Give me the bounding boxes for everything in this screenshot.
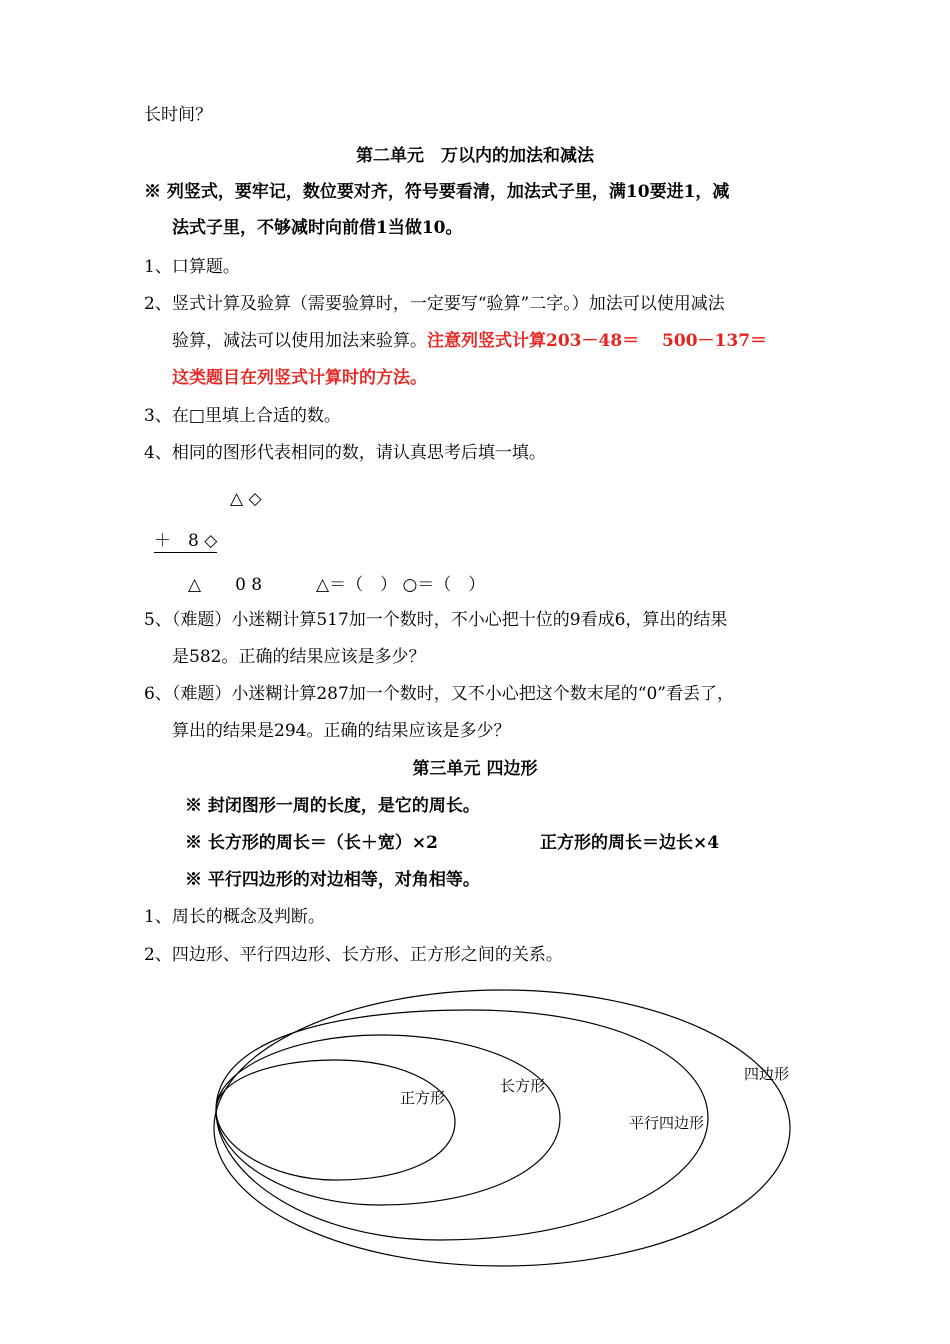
parallelogram-label: 平行四边形 (629, 1114, 705, 1132)
unit2-item5-line2: 是582。正确的结果应该是多少？ (172, 647, 426, 667)
answer-blanks: △＝（ ） ○＝（ ） (316, 575, 486, 595)
rectangle-ellipse (216, 1035, 560, 1205)
unit2-item6-line2: 算出的结果是294。正确的结果应该是多少？ (172, 721, 511, 741)
unit2-rule-line1: ※ 列竖式，要牢记，数位要对齐，符号要看清，加法式子里，满10要进1，减 (144, 182, 730, 202)
unit3-rule2a: ※ 长方形的周长＝（长＋宽）×2 (185, 833, 438, 853)
unit2-item5-line1: 5、（难题）小迷糊计算517加一个数时，不小心把十位的9看成6，算出的结果 (144, 610, 728, 630)
unit3-rule2b: 正方形的周长＝边长×4 (540, 833, 720, 853)
vertical-row1: △ ◇ (230, 489, 262, 509)
vertical-row2-text: ＋ 8 ◇ (154, 531, 218, 551)
unit2-item2-line1: 2、竖式计算及验算（需要验算时，一定要写“验算”二字。）加法可以使用减法 (144, 294, 725, 314)
unit2-item3: 3、在□里填上合适的数。 (144, 406, 341, 426)
quadrilateral-label: 四边形 (744, 1065, 790, 1083)
unit2-title: 第二单元 万以内的加法和减法 (356, 146, 594, 166)
square-ellipse (216, 1060, 455, 1180)
unit3-rule1: ※ 封闭图形一周的长度，是它的周长。 (185, 796, 480, 816)
unit2-item2-line2-text: 验算，减法可以使用加法来验算。 (172, 331, 427, 351)
unit2-item6-line1: 6、（难题）小迷糊计算287加一个数时，又不小心把这个数末尾的“0”看丢了， (144, 684, 734, 704)
unit3-rule3: ※ 平行四边形的对边相等，对角相等。 (185, 870, 480, 890)
unit2-item2-red-note: 注意列竖式计算203－48＝ 500－137＝ (427, 331, 768, 351)
unit3-item2: 2、四边形、平行四边形、长方形、正方形之间的关系。 (144, 945, 563, 965)
unit2-item2-line3: 这类题目在列竖式计算时的方法。 (172, 368, 427, 388)
unit2-item1: 1、口算题。 (144, 257, 240, 277)
unit3-item1: 1、周长的概念及判断。 (144, 907, 325, 927)
square-label: 正方形 (400, 1089, 446, 1107)
unit3-title: 第三单元 四边形 (412, 759, 538, 779)
unit2-rule-line2: 法式子里，不够减时向前借1当做10。 (172, 218, 463, 238)
rectangle-label: 长方形 (500, 1077, 546, 1095)
vertical-row3: △ 0 8 (188, 575, 263, 595)
top-fragment: 长时间？ (144, 105, 212, 125)
unit2-item4: 4、相同的图形代表相同的数，请认真思考后填一填。 (144, 443, 546, 463)
